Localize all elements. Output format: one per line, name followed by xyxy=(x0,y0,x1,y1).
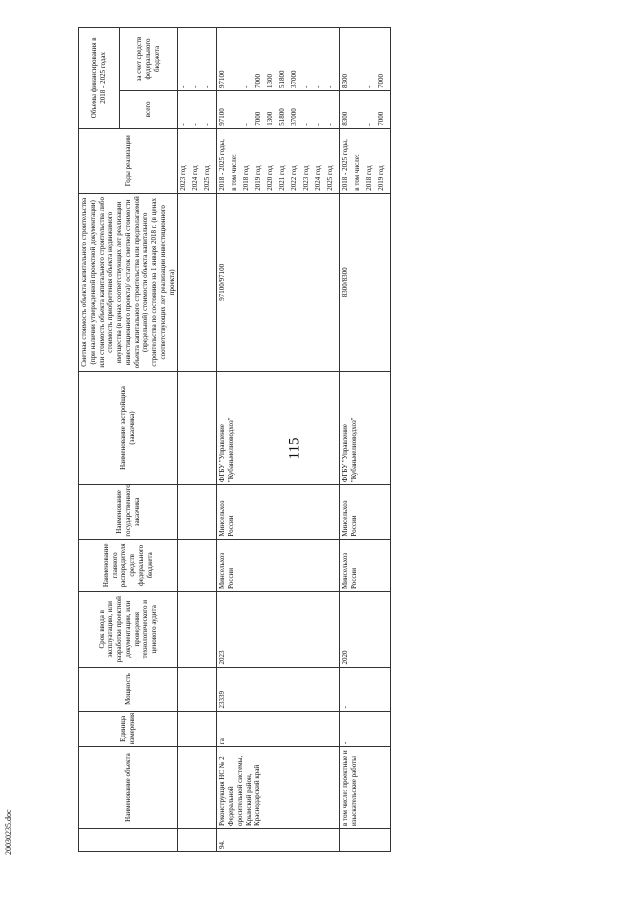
state-customer: Минсельхоз России xyxy=(217,485,340,540)
col-header-capacity: Мощность xyxy=(79,667,178,711)
table-row-subentry xyxy=(340,28,391,852)
footer-filename: 20030235.doc xyxy=(4,809,13,855)
commissioning: 2023 xyxy=(217,592,340,667)
federal-list: 97100 - 7000 1300 51800 37000 - - - xyxy=(217,28,340,91)
col-header-total: всего xyxy=(119,90,177,128)
developer: ФГБУ "Управление "Кубаньмелиоводхоз" xyxy=(217,371,340,484)
developer: ФГБУ "Управление "Кубаньмелиоводхоз" xyxy=(340,371,391,484)
unit: - xyxy=(340,711,391,747)
col-header-object-name: Наименование объекта xyxy=(79,747,178,829)
col-header-federal: за счет средств федерального бюджета xyxy=(119,28,177,91)
col-header-developer: Наименование застройщика (заказчика) xyxy=(79,371,178,484)
col-header-commissioning: Срок ввода в эксплуатацию, или разработки проектной документации, или проведения технологического и ценового аудита xyxy=(79,592,178,667)
estimate-cost: 97100/97100 xyxy=(217,193,340,371)
object-name: Реконструкция НС № 2 Федеральной оросительной системы, Крымский район, Краснодарский край xyxy=(217,747,340,829)
commissioning: 2020 xyxy=(340,592,391,667)
capacity: - xyxy=(340,667,391,711)
col-header-main-manager: Наименование главного распорядителя средств федерального бюджета xyxy=(79,539,178,591)
capacity: 23339 xyxy=(217,667,340,711)
object-name: в том числе: проектные и изыскательские работы xyxy=(340,747,391,829)
years-list: 2018 - 2025 годы, в том числе: 2018 год 2019 год 2020 год 2021 год 2022 год 2023 год 2024 год 2025 год xyxy=(217,128,340,193)
rotated-table-sheet xyxy=(78,27,623,852)
col-header-num xyxy=(79,828,178,851)
total-list: 8300 - 7000 xyxy=(340,90,391,128)
investment-table xyxy=(78,27,391,852)
state-customer: Минсельхоз России xyxy=(340,485,391,540)
col-header-estimate-cost: Сметная стоимость объекта капитального строительства (при наличии утвержденной проектной документации) или стоимость объекта капитального строительства либо стоимость приобретения объекта недвижимого имущества (в ценах соответствующих лет реализации инвестиционного проекта)/ остаток сметной стоимости объекта капитального строительства или предполагаемой (предельной) стоимости объекта капитального строительства по состоянию на 1 января 2018 г. (в ценах соответствующих лет реализации инвестиционного проекта) xyxy=(79,193,178,371)
col-header-state-customer: Наименование государственного заказчика xyxy=(79,485,178,540)
page-number: 115 xyxy=(286,437,303,460)
row-number: 94. xyxy=(217,828,340,851)
unit: га xyxy=(217,711,340,747)
years-list: 2018 - 2025 годы, в том числе: 2018 год 2019 год xyxy=(340,128,391,193)
main-manager: Минсельхоз России xyxy=(340,539,391,591)
col-header-years: Годы реализации xyxy=(79,128,178,193)
federal-list: 8300 - 7000 xyxy=(340,28,391,91)
estimate-cost: 8300/8300 xyxy=(340,193,391,371)
total-list: 97100 - 7000 1300 51800 37000 - - - xyxy=(217,90,340,128)
col-header-unit: Единица измерения xyxy=(79,711,178,747)
table-row-94 xyxy=(217,28,340,852)
total-list: - - - xyxy=(178,90,217,128)
main-manager: Минсельхоз России xyxy=(217,539,340,591)
col-header-funding: Объемы финансирования в 2018 - 2025 годах xyxy=(79,28,120,129)
table-row-continuation xyxy=(178,28,217,852)
years-list: 2023 год 2024 год 2025 год xyxy=(178,128,217,193)
federal-list: - - - xyxy=(178,28,217,91)
